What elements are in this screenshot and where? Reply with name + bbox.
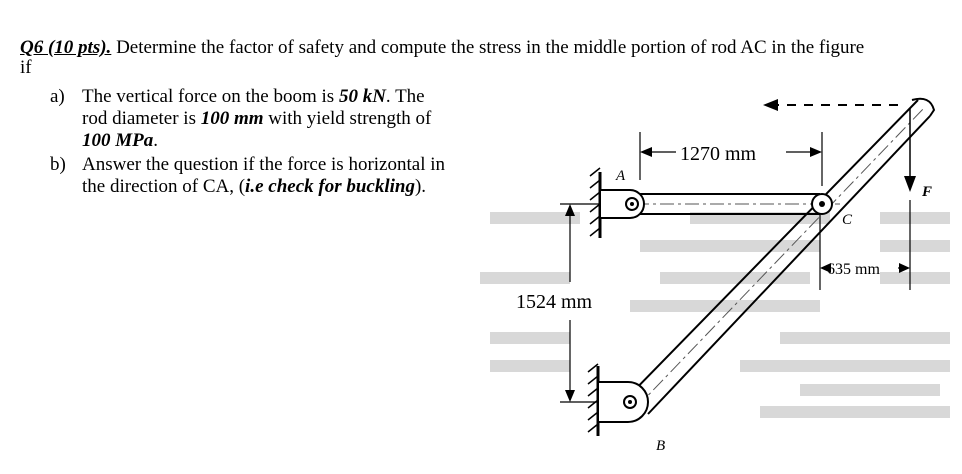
part-a-line-2 <box>82 108 482 130</box>
force-f-arrow <box>904 108 916 192</box>
background-bleed <box>480 212 950 418</box>
label-f: F <box>922 184 933 200</box>
question-prompt-end: if <box>20 57 32 78</box>
dimension-1270-label: 1270 mm <box>680 143 757 165</box>
part-b-text <box>82 154 482 198</box>
part-b-marker: b) <box>50 154 66 175</box>
part-a-line-1 <box>82 86 482 108</box>
label-a: A <box>616 168 626 184</box>
yield-strength-value: 100 MPa <box>82 130 154 151</box>
part-a-line-1-end: . The <box>385 86 425 107</box>
buckling-note: i.e check for buckling <box>245 176 415 197</box>
top-arrow <box>763 99 905 111</box>
part-a-line-3 <box>82 130 482 152</box>
part-a-marker: a) <box>50 86 65 107</box>
question-id: Q6 (10 pts). <box>20 37 112 58</box>
part-b-line-1: Answer the question if the force is horizontal in <box>82 154 446 175</box>
boom-figure <box>470 90 962 474</box>
joint-c <box>812 194 832 214</box>
dimension-1524-label: 1524 mm <box>516 291 593 313</box>
question-title <box>20 38 864 58</box>
part-b-line-2-text: the direction of CA, ( <box>82 176 246 197</box>
question-prompt: Determine the factor of safety and compute the stress in the middle portion of rod AC in the figure <box>111 37 865 58</box>
dimension-635-label: 635 mm <box>827 261 880 278</box>
diameter-value: 100 mm <box>200 108 264 129</box>
label-b: B <box>656 438 666 454</box>
part-a-line-2-end: with yield strength of <box>263 108 432 129</box>
part-a-line-2-text: rod diameter is <box>82 108 201 129</box>
force-value: 50 kN <box>338 86 386 107</box>
support-b <box>588 364 648 436</box>
part-b-line-2-end: ). <box>414 176 427 197</box>
part-a-line-1-text: The vertical force on the boom is <box>82 86 339 107</box>
part-a-line-3-end: . <box>153 130 158 151</box>
label-c: C <box>842 212 853 228</box>
part-a-text <box>82 86 482 152</box>
part-b-line-2 <box>82 176 482 198</box>
